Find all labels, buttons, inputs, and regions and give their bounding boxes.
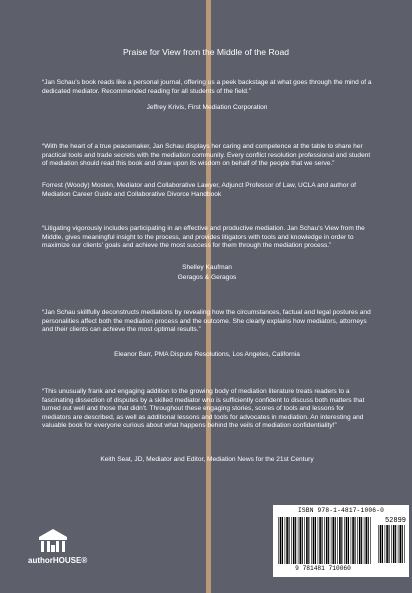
barcode-bar bbox=[400, 525, 402, 563]
barcode-bar bbox=[385, 525, 386, 563]
barcode-bar bbox=[386, 525, 388, 563]
blurb-quote: “With the heart of a true peacemaker, Jan Schau displays her caring and competence at the table to share her practical tools and trade secrets with the mediation community. Every conflict resolution professional and student of mediation should read this book and draw upon its wisdom on behalf of the people that we serve.” bbox=[42, 143, 371, 168]
praise-heading: Praise for View from the Middle of the Road bbox=[122, 47, 290, 57]
barcode-bar bbox=[337, 517, 338, 564]
barcode-bar bbox=[359, 517, 361, 564]
barcode-bar bbox=[302, 517, 303, 564]
barcode-bar bbox=[286, 517, 288, 564]
barcode-bar bbox=[335, 517, 336, 564]
barcode-bar bbox=[280, 517, 282, 564]
barcode-bar bbox=[366, 517, 368, 564]
barcode-bar bbox=[304, 517, 305, 564]
barcode-bar bbox=[315, 517, 316, 564]
barcode-bar bbox=[341, 517, 342, 564]
barcode-bar bbox=[308, 517, 309, 564]
barcode-bar bbox=[278, 517, 279, 564]
barcode-bar bbox=[370, 517, 371, 564]
barcode-bar bbox=[351, 517, 352, 564]
barcode-bar bbox=[402, 525, 403, 563]
blurb-attribution: Keith Seat, JD, Mediator and Editor, Mediation News for the 21st Century bbox=[100, 456, 314, 463]
isbn-text: ISBN 978-1-4817-1006-0 bbox=[297, 507, 385, 514]
barcode-bar bbox=[361, 517, 362, 564]
barcode-bar bbox=[368, 517, 369, 564]
barcode-bar bbox=[333, 517, 335, 564]
publisher-logo bbox=[28, 528, 98, 578]
blurb-quote: “Jan Schau's book reads like a personal journal, offering us a peek backstage at what goes through the mind of a dedicated mediator. Recommended reading for all students of the field.” bbox=[42, 79, 372, 95]
barcode-bar bbox=[324, 517, 325, 564]
barcode-bar bbox=[319, 517, 321, 564]
blurb-attribution-firm: Geragos & Geragos bbox=[177, 274, 237, 281]
barcode-bar bbox=[300, 517, 302, 564]
barcode-bar bbox=[282, 517, 283, 564]
barcode-bar bbox=[380, 525, 382, 563]
barcode-bars bbox=[277, 517, 373, 564]
blurb-quote: “Litigating vigorously includes participating in an effective and productive mediation. Jan Schau's View from the Middle, gives meaningful insight to the process, and provides litigators with tools and knowledge in order to maximize our clients' goals and achieve the most success for them through the mediation process.” bbox=[42, 225, 365, 250]
barcode-bar bbox=[364, 517, 365, 564]
barcode-bar bbox=[291, 517, 292, 564]
isbn-barcode bbox=[273, 505, 409, 577]
barcode-bar bbox=[355, 517, 356, 564]
barcode-bar bbox=[311, 517, 312, 564]
blurb-attribution-name: Shelley Kaufman bbox=[182, 264, 232, 271]
barcode-bar bbox=[348, 517, 349, 564]
barcode-bar bbox=[378, 525, 379, 563]
barcode-bar bbox=[326, 517, 328, 564]
barcode-bar bbox=[318, 517, 319, 564]
barcode-bar bbox=[346, 517, 348, 564]
blurb-attribution: Jeffrey Krivis, First Mediation Corporation bbox=[146, 104, 268, 111]
blurb-quote: “This unusually frank and engaging addition to the growing body of mediation literature treats readers to a fascinating dissection of disputes by a skilled mediator who is sufficiently confident to discuss both matters that turned out well and those that didn't. Throughout these engaging stories, scores of tools and lessons for mediators are described, as well as additional lessons and tools for advocates in mediation. An interesting and valuable book for everyone curious about what happens behind the veils of mediation confidentiality!” bbox=[42, 388, 365, 430]
authorhouse-logo-icon bbox=[38, 528, 68, 554]
barcode-bar bbox=[344, 517, 345, 564]
price-code: 52899 bbox=[384, 517, 406, 525]
barcode-digits: 9 781481 710060 bbox=[295, 565, 351, 572]
barcode-bar bbox=[293, 517, 295, 564]
blurb-quote: “Jan Schau skillfully deconstructs mediations by revealing how the circumstances, factual and legal postures and personalities affect both the mediation process and the outcome. She clearly explains how mediators, attorneys and their clients can achieve the most optimal results.” bbox=[42, 309, 371, 334]
barcode-bar bbox=[331, 517, 332, 564]
blurb-attribution: Eleanor Barr, PMA Dispute Resolutions, Los Angeles, California bbox=[114, 351, 300, 358]
barcode-bar bbox=[313, 517, 315, 564]
barcode-bar bbox=[339, 517, 341, 564]
barcode-bar bbox=[382, 525, 383, 563]
publisher-name: authorHOUSE® bbox=[28, 556, 88, 565]
barcode-bar bbox=[357, 517, 358, 564]
barcode-bar bbox=[391, 525, 392, 563]
barcode-bar bbox=[289, 517, 290, 564]
barcode-bar bbox=[322, 517, 323, 564]
barcode-bar bbox=[328, 517, 329, 564]
barcode-bar bbox=[295, 517, 296, 564]
barcode-bar bbox=[352, 517, 354, 564]
barcode-bar bbox=[395, 525, 396, 563]
blurb-attribution: Forrest (Woody) Mosten, Mediator and Collaborative Lawyer, Adjunct Professor of Law, UCLA and author of Mediation Career Guide and Collaborative Divorce Handbook bbox=[42, 182, 356, 198]
barcode-bar bbox=[393, 525, 395, 563]
barcode-bar bbox=[285, 517, 286, 564]
barcode-bar bbox=[398, 525, 399, 563]
barcode-bar bbox=[298, 517, 299, 564]
barcode-bar bbox=[389, 525, 390, 563]
barcode-bar bbox=[306, 517, 308, 564]
barcode-bar bbox=[404, 525, 405, 563]
barcode-supplement-bars bbox=[377, 525, 407, 563]
